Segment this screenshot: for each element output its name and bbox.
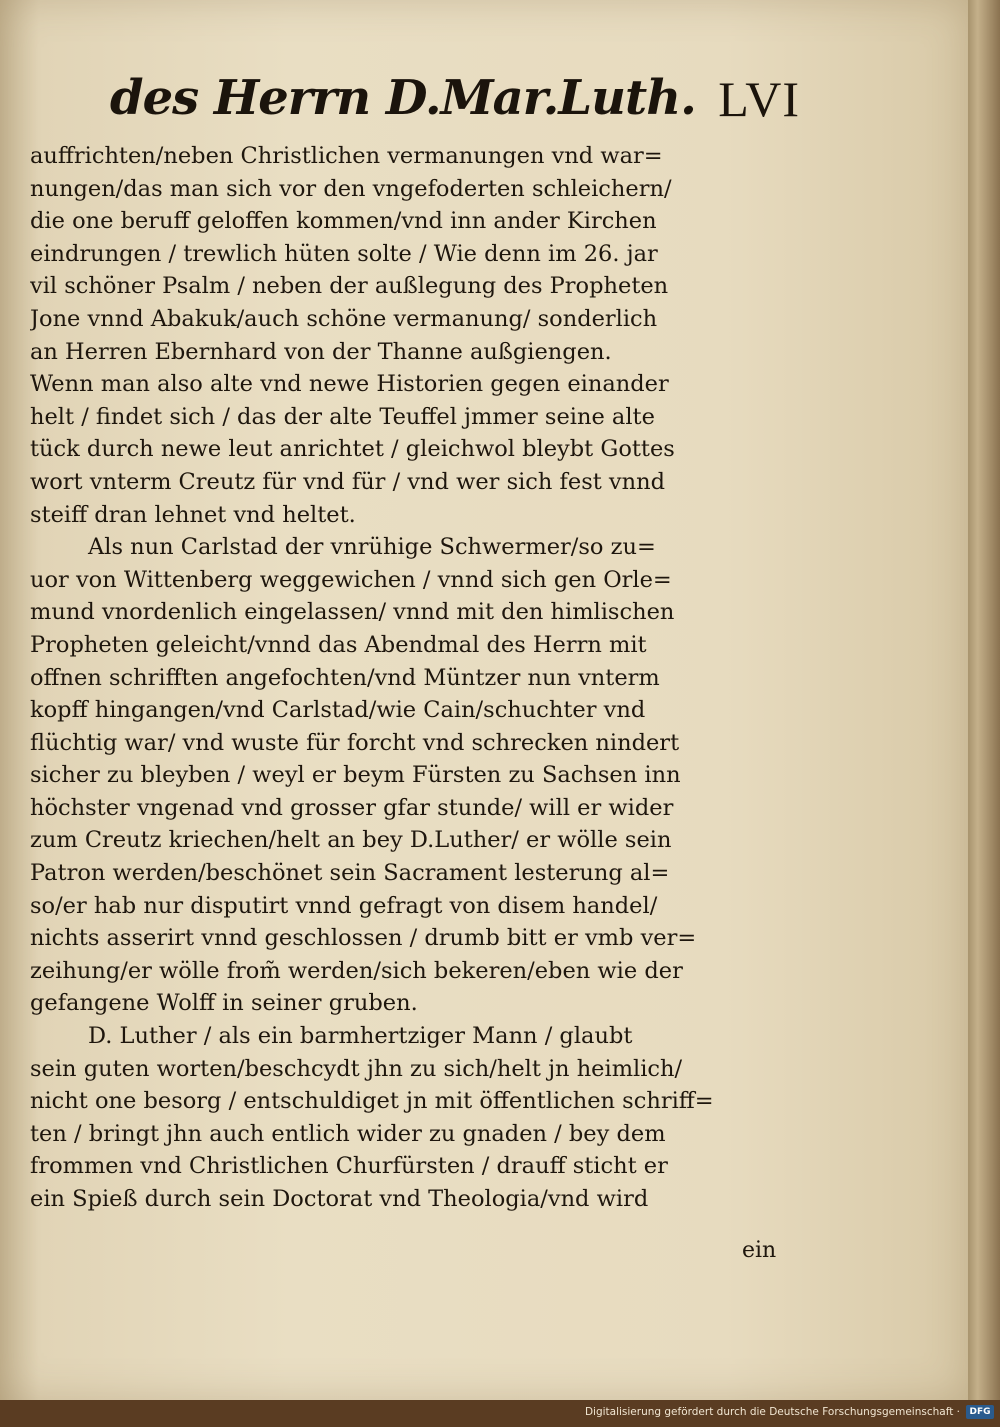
- text-line: eindrungen / trewlich hüten solte / Wie denn im 26. jar: [30, 240, 658, 267]
- text-line: ein Spieß durch sein Doctorat vnd Theologia/vnd wird: [30, 1186, 649, 1212]
- text-line: Propheten geleicht/vnnd das Abendmal des Herrn mit: [30, 631, 647, 658]
- text-line: die one beruff geloffen kommen/vnd inn ander Kirchen: [30, 208, 657, 235]
- text-line: offnen schrifften angefochten/vnd Müntzer nun vnterm: [30, 664, 660, 691]
- text-line: kopff hingangen/vnd Carlstad/wie Cain/schuchter vnd: [30, 697, 646, 724]
- text-line: Jone vnnd Abakuk/auch schöne vermanung/ sonderlich: [30, 305, 658, 332]
- text-line: mund vnordenlich eingelassen/ vnnd mit den himlischen: [30, 599, 675, 626]
- text-line: D. Luther / als ein barmhertziger Mann / glaubt: [88, 1023, 633, 1050]
- text-line: Wenn man also alte vnd newe Historien gegen einander: [30, 371, 669, 398]
- text-line: höchster vngenad vnd grosser gfar stunde/ will er wider: [30, 794, 674, 821]
- text-line: zeihung/er wölle from̃ werden/sich bekeren/eben wie der: [30, 957, 683, 984]
- text-line: steiff dran lehnet vnd heltet.: [30, 501, 356, 528]
- text-line: Patron werden/beschönet sein Sacrament lesterung al=: [30, 860, 670, 887]
- text-line: sicher zu bleyben / weyl er beym Fürsten zu Sachsen inn: [30, 762, 681, 789]
- text-line: helt / findet sich / das der alte Teuffel jmmer seine alte: [30, 403, 655, 430]
- text-line: zum Creutz kriechen/helt an bey D.Luther/ er wölle sein: [30, 827, 672, 854]
- text-line: flüchtig war/ vnd wuste für forcht vnd schrecken nindert: [30, 729, 680, 756]
- text-line: ten / bringt jhn auch entlich wider zu gnaden / bey dem: [30, 1120, 666, 1147]
- text-line: nicht one besorg / entschuldiget jn mit öffentlichen schriff=: [30, 1088, 714, 1115]
- running-title: des Herrn D.Mar.Luth.: [110, 70, 696, 126]
- catchword: ein: [742, 1238, 777, 1263]
- folio-number: LVI: [718, 71, 800, 127]
- dfg-logo: DFG: [966, 1405, 994, 1419]
- page-header: [110, 70, 800, 142]
- text-line: uor von Wittenberg weggewichen / vnnd sich gen Orle=: [30, 566, 672, 593]
- text-line: Als nun Carlstad der vnrühige Schwermer/so zu=: [88, 534, 656, 561]
- text-line: sein guten worten/beschcydt jhn zu sich/helt jn heimlich/: [30, 1055, 683, 1082]
- page-edge: [968, 0, 1000, 1400]
- text-line: frommen vnd Christlichen Churfürsten / drauff sticht er: [30, 1153, 668, 1180]
- text-line: gefangene Wolff in seiner gruben.: [30, 990, 418, 1017]
- text-line: nichts asserirt vnnd geschlossen / drumb bitt er vmb ver=: [30, 925, 697, 952]
- text-line: wort vnterm Creutz für vnd für / vnd wer sich fest vnnd: [30, 468, 666, 495]
- digitization-credit: Digitalisierung gefördert durch die Deutsche Forschungsgemeinschaft ·: [584, 1406, 960, 1418]
- text-line: so/er hab nur disputirt vnnd gefragt von disem handel/: [30, 892, 658, 919]
- text-line: an Herren Ebernhard von der Thanne außgiengen.: [30, 338, 612, 365]
- body-text: [30, 140, 800, 1216]
- text-line: auffrichten/neben Christlichen vermanungen vnd war=: [30, 143, 663, 169]
- text-line: nungen/das man sich vor den vngefoderten schleichern/: [30, 175, 672, 202]
- text-line: tück durch newe leut anrichtet / gleichwol bleybt Gottes: [30, 436, 675, 463]
- text-line: vil schöner Psalm / neben der außlegung des Propheten: [30, 273, 669, 300]
